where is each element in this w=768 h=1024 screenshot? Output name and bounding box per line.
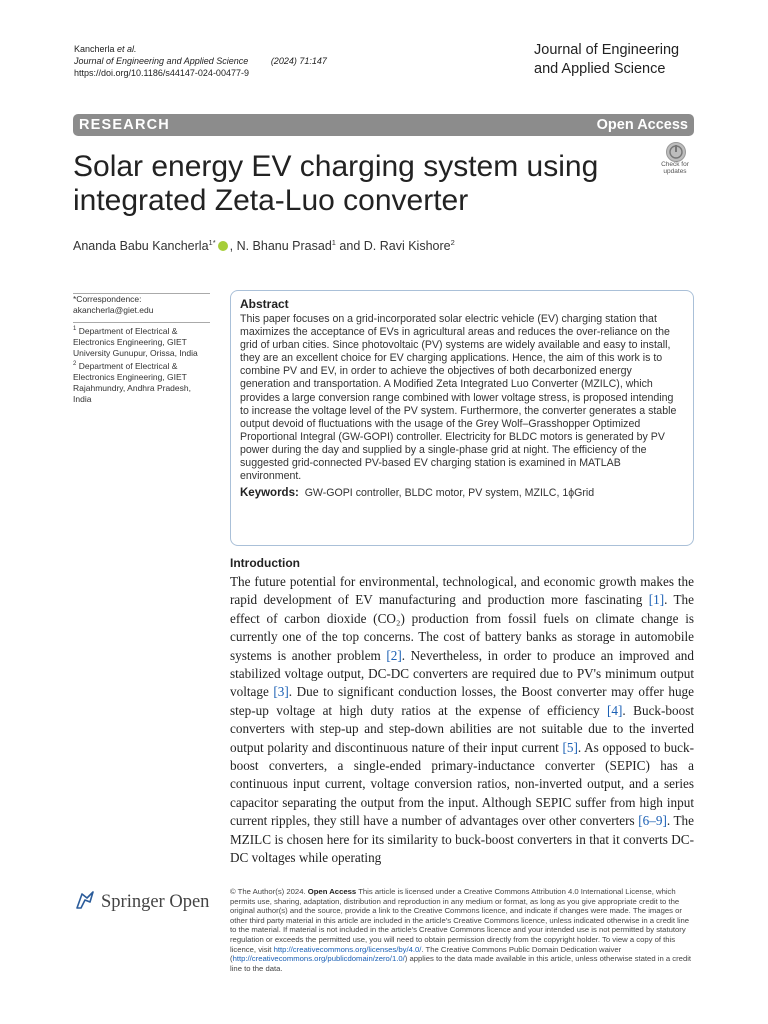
citation-link[interactable]: [5] [562,739,578,755]
license-end: ) applies to the data made available in this article, unless otherwise stated in a credit line to the data. [230,954,692,973]
author-1[interactable]: Ananda Babu Kancherla [73,239,209,254]
intro-text-segment: . As opposed to buck-boost converters, a single-ended primary-inductance converter (SEPIC) has a continuous input current, voltage conversion ratios, non-inverted output, and a series capacitor separating the output from the input. Although SEPIC suffer from high input current ripples, they still have a number of advantages over other converters [230,739,695,829]
license-body: This article is licensed under a Creative Commons Attribution 4.0 International License, which permits use, sharing, adaptation, distribution and reproduction in any medium or format, as long as you give appropriate credit to the original author(s) and the source, provide a link to the Creative Commons licence, and indicate if changes were made. The images or other third party material in this article are included in the article's Creative Commons licence, unless indicated otherwise in a credit line to the material. If material is not included in the article's Creative Commons licence and your intended use is not permitted by statutory regulation or exceeds the permitted use, you will need to obtain permission directly from the copyright holder. To view a copy of this licence, visit [230,887,690,954]
affiliations [73,322,210,405]
abstract-box [230,290,694,546]
check-updates-line2: updates [663,168,687,175]
affiliation-1-text: Department of Electrical & Electronics Engineering, GIET University Gunupur, Orissa, India [73,325,198,358]
affiliation-2 [73,359,210,405]
author-1-sup: 1* [208,238,216,247]
header-doi-link[interactable]: https://doi.org/10.1186/s44147-024-00477-9 [74,68,249,78]
keywords [240,487,684,499]
citation-link[interactable]: [6–9] [638,813,667,829]
citation-link[interactable]: [3] [273,684,289,700]
citation-link[interactable]: [4] [607,702,623,718]
check-updates-icon [666,142,686,162]
author-3-sup: 2 [450,238,455,247]
keywords-label: Keywords: [240,487,299,500]
intro-text-segment: . The effect of carbon dioxide (CO₂) production from fossil fuels on climate change is currently one of the top concerns. The cost of battery banks as storage in automobile systems is another problem [230,592,695,663]
license-link-by[interactable]: http://creativecommons.org/licenses/by/4.0/ [273,944,422,954]
springer-open-wordmark: Springer Open [101,891,210,912]
citation-link[interactable]: [1] [648,592,665,608]
open-access-bold: Open Access [307,887,357,896]
header-authors: Kancherla [74,44,115,54]
affiliation-2-text: Department of Electrical & Electronics Engineering, GIET Rajahmundry, Andhra Pradesh, India [73,360,191,404]
introduction-heading: Introduction [230,556,300,570]
license-text [230,887,694,973]
article-title: Solar energy EV charging system using integrated Zeta-Luo converter [73,150,599,217]
journal-name [534,41,694,79]
citation-link[interactable]: [2] [386,647,402,663]
license-mid: . The Creative Commons Public Domain Dedication waiver ( [230,944,622,964]
article-type-bar [73,114,694,136]
header-journal: Journal of Engineering and Applied Science [74,56,249,66]
intro-text-segment: . Due to significant conduction losses, the Boost converter may offer huge step-up voltage at high duty ratios at the expense of efficiency [230,684,694,718]
intro-text-segment: . Nevertheless, in order to produce an improved and stabilized voltage output, DC-DC converters are required due to PV's minimum output voltage [230,647,694,700]
check-updates-line1: Check for [661,161,689,168]
correspondence-label: *Correspondence: [73,294,142,304]
check-for-updates-badge[interactable] [655,142,695,178]
open-access-label: Open Access [596,117,688,133]
journal-name-line1: Journal of Engineering [534,42,680,58]
intro-text-segment: . The MZILC is chosen here for its similarity to buck-boost converters in that it converts DC-DC voltages while operating [230,813,695,866]
article-type-label: RESEARCH [79,117,170,133]
correspondence-email[interactable]: akancherla@giet.edu [73,305,154,315]
intro-text-segment: . Buck-boost converters with step-up and step-down abilities are not suitable due to the inverted output polarity and discontinuous nature of their input current [230,702,694,755]
affiliation-2-sup: 2 [73,360,77,367]
license-link-zero[interactable]: http://creativecommons.org/publicdomain/zero/1.0/ [232,954,405,964]
author-3[interactable]: and D. Ravi Kishore [335,239,451,254]
author-2-sup: 1 [331,238,336,247]
keywords-list: GW-GOPI controller, BLDC motor, PV system, MZILC, 1ϕGrid [304,487,595,500]
intro-text-segment: The future potential for environmental, technological, and economic growth makes the rapid development of EV manufacturing and production more fascinating [230,574,694,608]
journal-name-line2: and Applied Science [534,61,666,77]
author-2[interactable]: , N. Bhanu Prasad [229,239,332,254]
author-list [73,238,455,253]
header-year-volume: (2024) 71:147 [270,56,327,66]
introduction-text [230,573,694,868]
affiliation-1 [73,324,210,359]
springer-horse-icon [73,888,97,917]
affiliation-1-sup: 1 [73,326,77,332]
copyright-text: © The Author(s) 2024. [230,887,306,896]
header-et-al: et al. [117,44,137,54]
abstract-text: This paper focuses on a grid-incorporated solar electric vehicle (EV) charging station that maximizes the acceptance of EVs in agricultural areas and reduces the over-reliance on the grid of urban cities. Since photovoltaic (PV) systems are widely available and easy to install, they are an excellent choice for EV charging applications. Hence, the aim of this work is to combine PV and EV, in order to achieve the objectives of both decarbonized energy generation and transportation. A Modified Zeta Integrated Luo Converter (MZILC), which provides a large conversion range combined with lower voltage stress, is proposed intending to increase the voltage level of the PV system. Furthermore, the converter generates a stable output devoid of fluctuations with the usage of the Grey Wolf–Grasshopper Optimized Proportional Integral (GW-GOPI) controller. Electricity for BLDC motors is generated by PV power during the day and supplied by a single-phase grid at night. The efficiency of the suggested grid-connected PV-based EV charging station is examined in MATLAB environment. [240,313,677,483]
springer-open-logo[interactable] [73,888,218,916]
correspondence [73,293,210,316]
abstract-heading: Abstract [240,297,289,311]
orcid-icon[interactable] [218,241,228,251]
article-header [74,43,327,79]
